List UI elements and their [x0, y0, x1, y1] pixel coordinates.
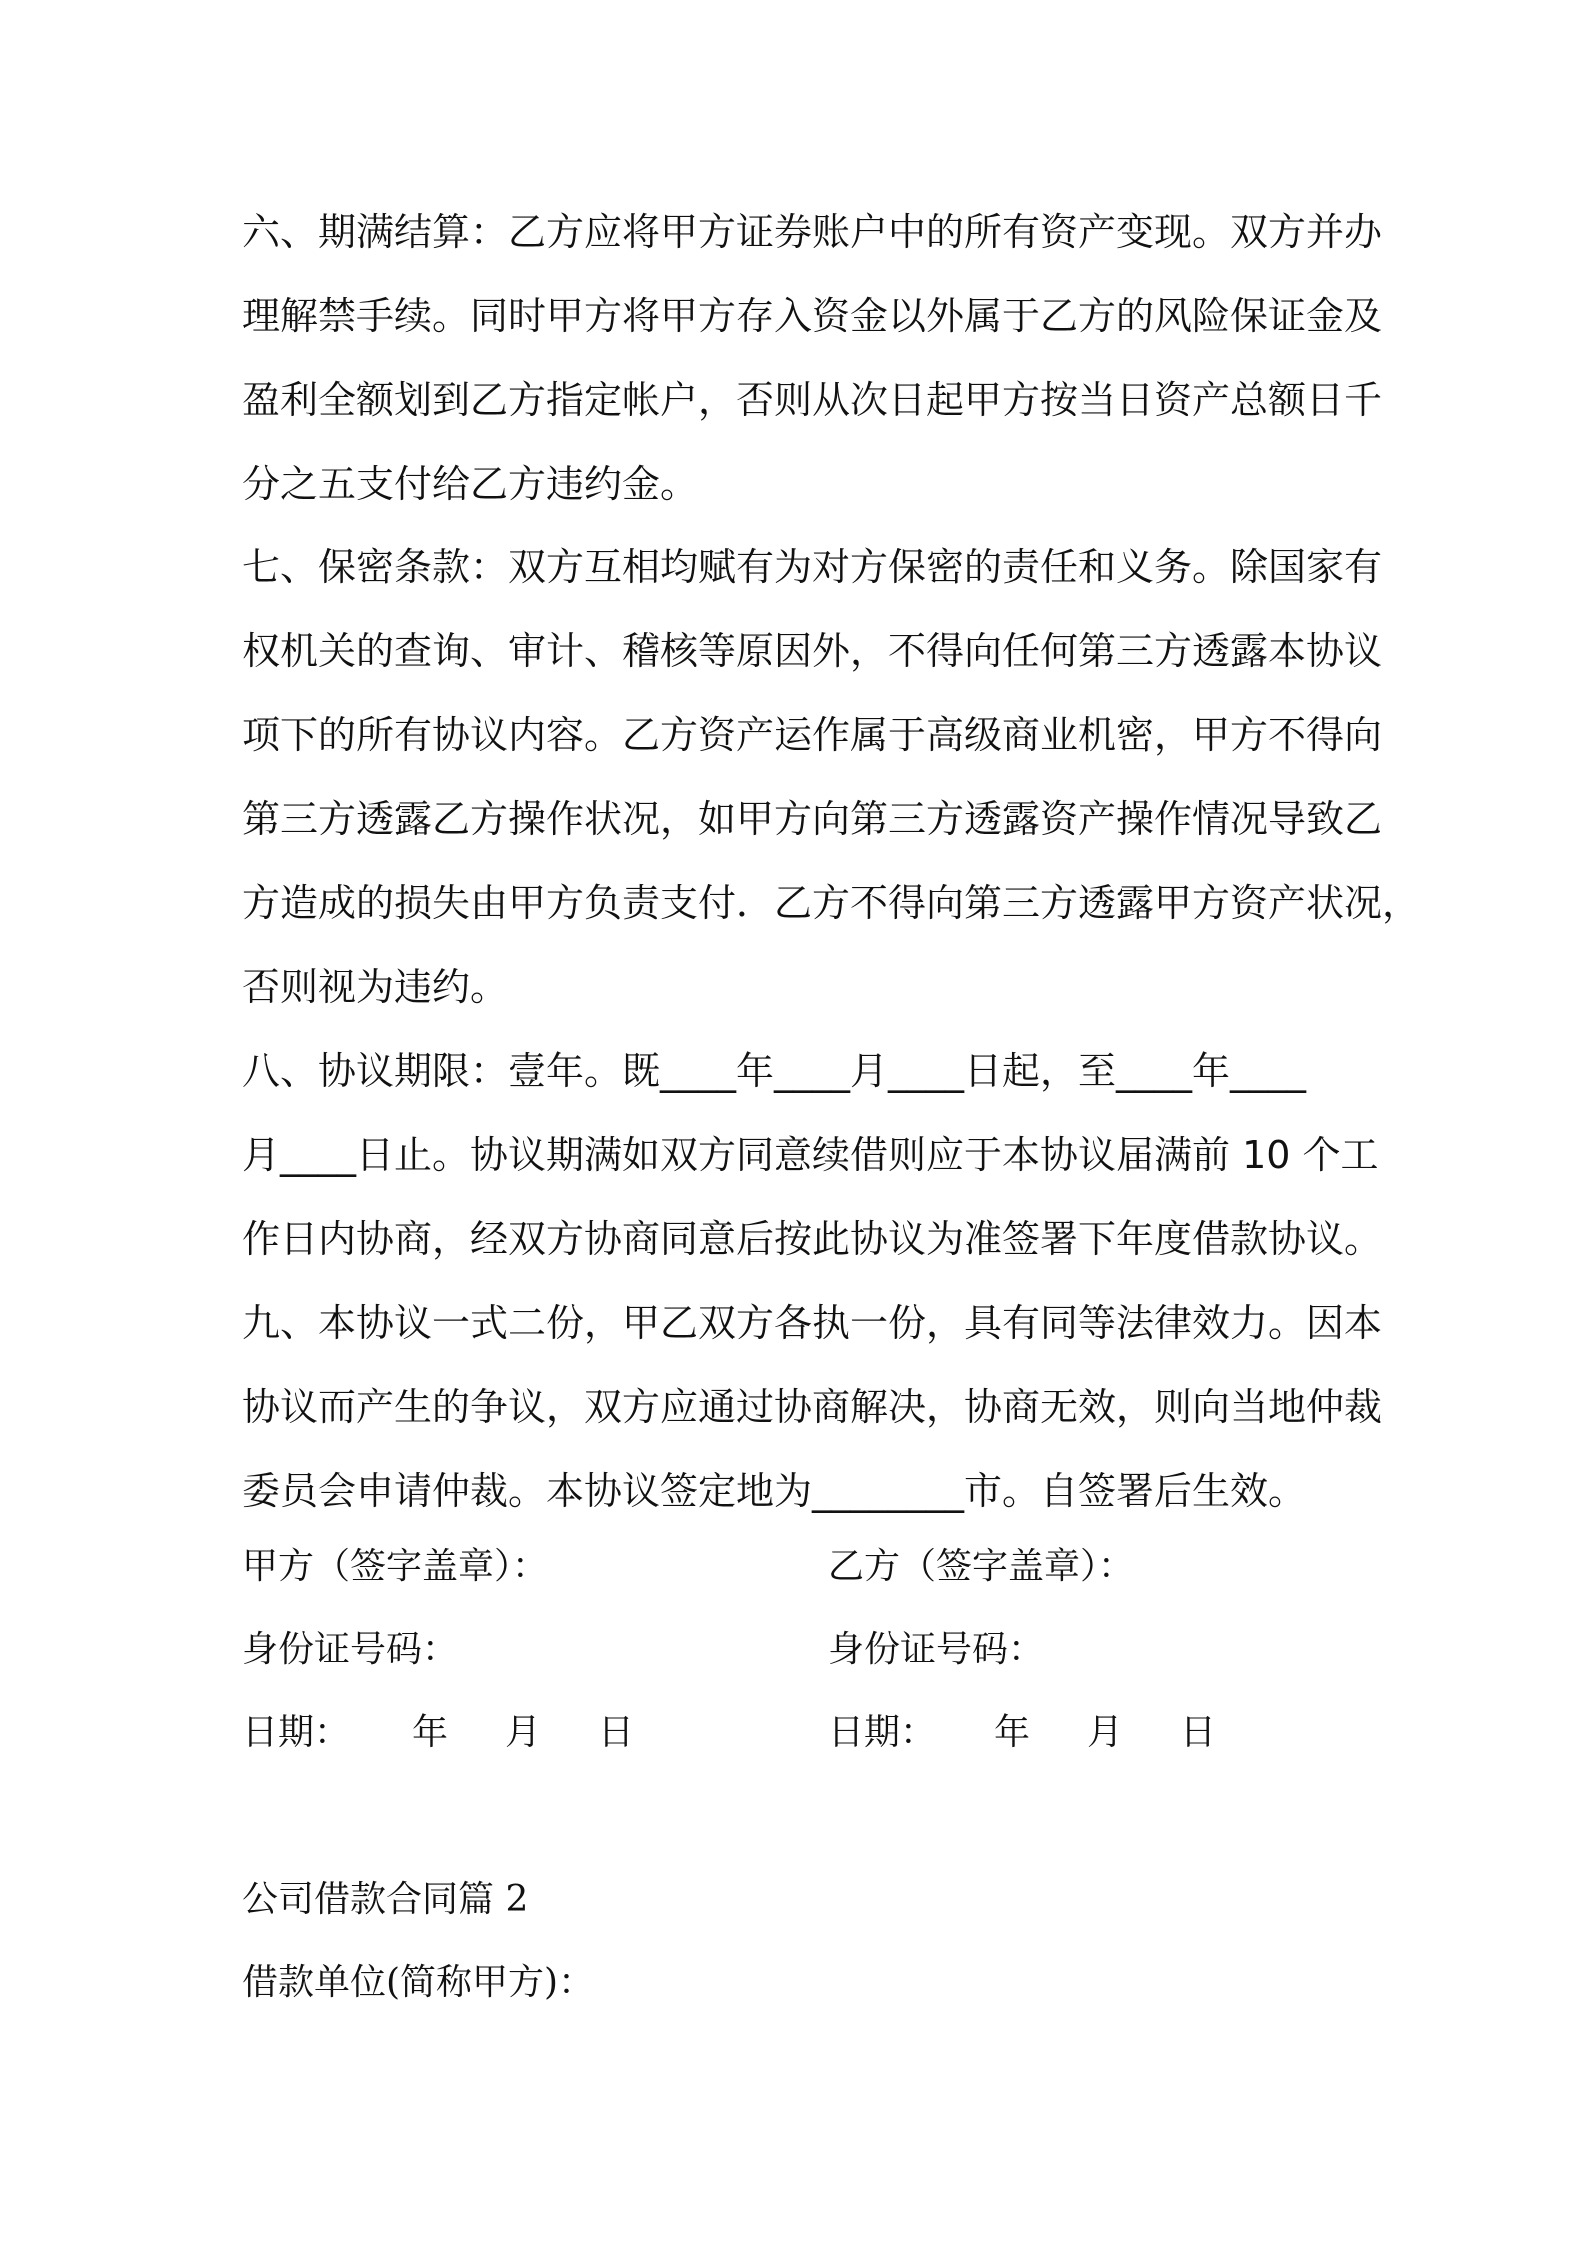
clause-9-line-1: 九、本协议一式二份，甲乙双方各执一份，具有同等法律效力。因本: [242, 1301, 1383, 1345]
clause-6-line-2: 理解禁手续。同时甲方将甲方存入资金以外属于乙方的风险保证金及: [242, 294, 1383, 338]
party-a-date-day: 日: [598, 1712, 635, 1753]
clause-7-line-1: 七、保密条款：双方互相均赋有为对方保密的责任和义务。除国家有: [242, 545, 1383, 589]
clause-9-line-3: 委员会申请仲裁。本协议签定地为________市。自签署后生效。: [242, 1469, 1307, 1513]
clause-6-line-1: 六、期满结算：乙方应将甲方证券账户中的所有资产变现。双方并办: [242, 210, 1383, 254]
borrower-label: 借款单位(简称甲方)：: [242, 1962, 595, 2003]
clause-6-line-4: 分之五支付给乙方违约金。: [242, 462, 699, 506]
clause-8-line-2: 月____日止。协议期满如双方同意续借则应于本协议届满前 10 个工: [242, 1133, 1379, 1177]
clause-7-line-4: 第三方透露乙方操作状况，如甲方向第三方透露资产操作情况导致乙: [242, 797, 1383, 841]
clause-6-line-3: 盈利全额划到乙方指定帐户，否则从次日起甲方按当日资产总额日千: [242, 378, 1383, 422]
clause-7-line-3: 项下的所有协议内容。乙方资产运作属于高级商业机密，甲方不得向: [242, 713, 1383, 757]
clause-7-line-5: 方造成的损失由甲方负责支付．乙方不得向第三方透露甲方资产状况，: [242, 881, 1421, 925]
party-b-date-day: 日: [1180, 1712, 1217, 1753]
clause-7-line-2: 权机关的查询、审计、稽核等原因外，不得向任何第三方透露本协议: [242, 629, 1383, 673]
clause-8-line-1: 八、协议期限：壹年。既____年____月____日起，至____年____: [242, 1049, 1307, 1093]
clause-7-line-6: 否则视为违约。: [242, 965, 509, 1009]
party-a-date-year: 年: [412, 1712, 449, 1753]
party-b-date-label: 日期：: [828, 1712, 937, 1753]
party-a-sign-label: 甲方（签字盖章）：: [242, 1546, 549, 1587]
clause-9-line-2: 协议而产生的争议，双方应通过协商解决，协商无效，则向当地仲裁: [242, 1385, 1383, 1429]
clause-8-line-3: 作日内协商，经双方协商同意后按此协议为准签署下年度借款协议。: [242, 1217, 1383, 1261]
party-a-date-label: 日期：: [242, 1712, 351, 1753]
party-b-id-label: 身份证号码：: [828, 1629, 1045, 1670]
section-title: 公司借款合同篇 2: [242, 1879, 529, 1920]
party-b-date-year: 年: [994, 1712, 1031, 1753]
party-b-sign-label: 乙方（签字盖章）：: [828, 1546, 1135, 1587]
party-a-id-label: 身份证号码：: [242, 1629, 459, 1670]
party-a-date-month: 月: [505, 1712, 542, 1753]
party-b-date-month: 月: [1087, 1712, 1124, 1753]
